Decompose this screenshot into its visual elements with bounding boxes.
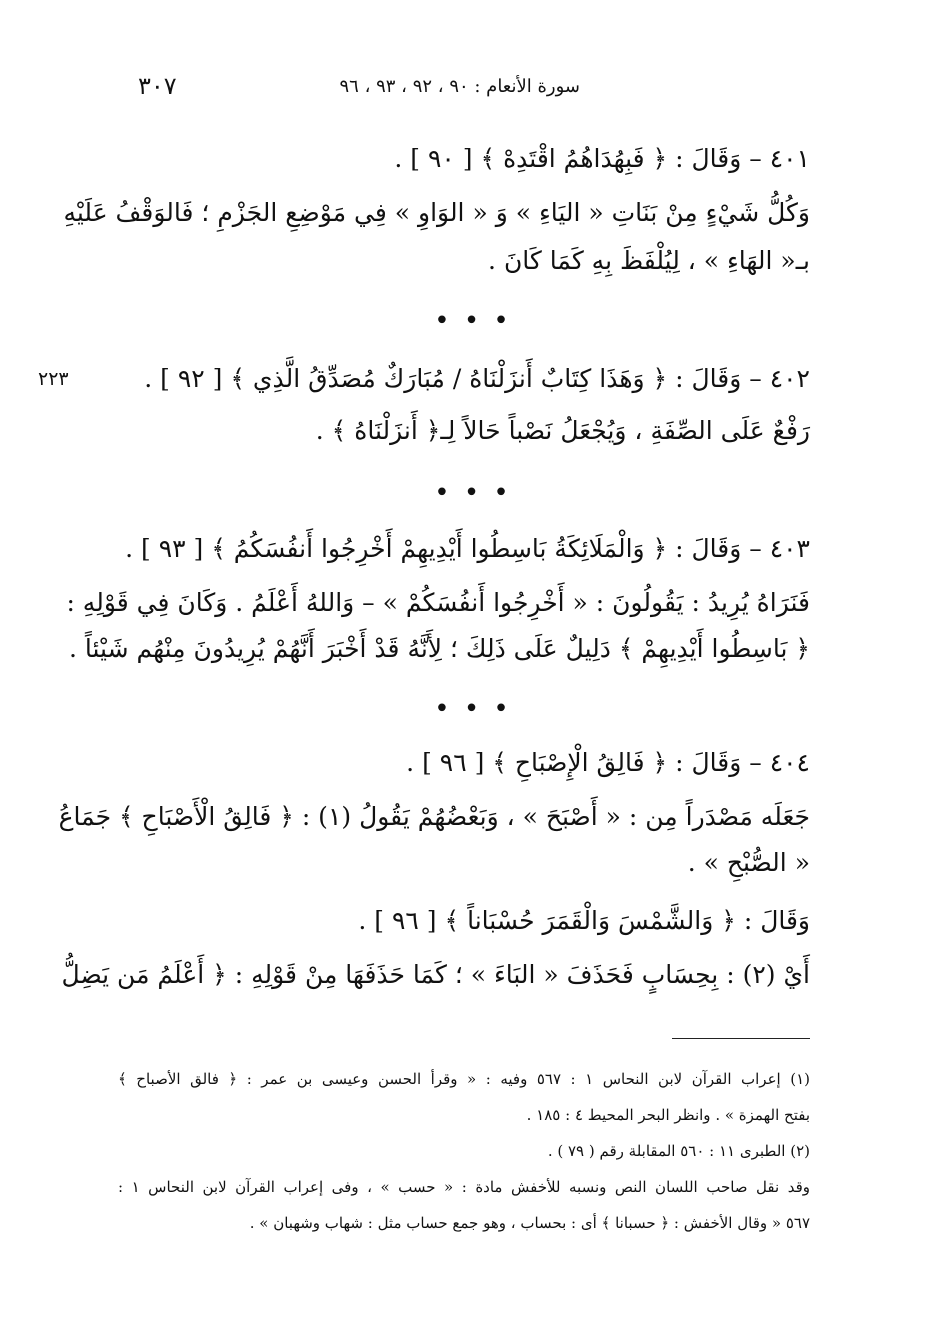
footnote-2-line-3: ٥٦٧ « وقال الأخفش : ﴿ حسبانا ﴾ أى : بحساب ، وهو جمع حساب مثل : شهاب وشهبان » .: [249, 1214, 810, 1232]
section-separator: • • •: [434, 478, 512, 508]
footnote-2-line-2: وقد نقل صاحب اللسان النص ونسبه للأخفش مادة : « حسب » ، وفى إعراب القرآن لابن النحاس ١ :: [118, 1178, 810, 1196]
entry-404-line-4: أَيْ (٢) : بِحِسَابٍ فَحَذَفَ « البَاءَ » ؛ كَمَا حَذَفَهَا مِنْ قَوْلِهِ : ﴿ أَعْلَمُ مَن يَضِلُّ: [61, 960, 810, 989]
entry-404-line-2: « الصُّبْحِ » .: [687, 848, 810, 877]
entry-401-heading: ٤٠١ – وَقَالَ : ﴿ فَبِهُدَاهُمُ اقْتَدِهْ ﴾ [ ٩٠ ] .: [394, 144, 810, 173]
footnote-2-line-1: (٢) الطبرى ١١ : ٥٦٠ المقابلة رقم ( ٧٩ ) .: [547, 1142, 810, 1160]
entry-402-line-1: رَفْعٌ عَلَى الصِّفَةِ ، وَيُجْعَلُ نَصْباً حَالاً لِـ﴿ أَنزَلْنَاهُ ﴾ .: [315, 416, 810, 445]
entry-401-line-1: وَكُلُّ شَيْءٍ مِنْ بَنَاتِ « اليَاءِ » وَ « الوَاوِ » فِي مَوْضِعِ الجَزْمِ ؛ فَالوَقْفُ عَلَيْهِ: [63, 198, 810, 227]
entry-404-line-1: جَعَلَه مَصْدَراً مِن : « أَصْبَحَ » ، وَبَعْضُهُمْ يَقُولُ (١) : ﴿ فَالِقُ الْأَصْبَاحِ ﴾ جَمَاعُ: [58, 802, 810, 831]
running-header-title: سورة الأنعام : ٩٠ ، ٩٢ ، ٩٣ ، ٩٦: [339, 76, 580, 97]
footnote-divider: [672, 1038, 810, 1039]
entry-403-line-1: فَنَرَاهُ يُرِيدُ : يَقُولُونَ : « أَخْرِجُوا أَنفُسَكُمْ » – وَاللهُ أَعْلَمُ . وَكَانَ فِي قَوْلِهِ :: [66, 588, 810, 617]
entry-401-line-2: بـ« الهَاءِ » ، لِيُلْفَظَ بِهِ كَمَا كَانَ .: [488, 246, 810, 275]
entry-403-heading: ٤٠٣ – وَقَالَ : ﴿ وَالْمَلَائِكَةُ بَاسِطُوا أَيْدِيهِمْ أَخْرِجُوا أَنفُسَكُمُ ﴾ [ ٩٣ ] .: [125, 534, 810, 563]
section-separator: • • •: [434, 694, 512, 724]
footnote-1-line-2: بفتح الهمزة » . وانظر البحر المحيط ٤ : ١٨٥ .: [526, 1106, 810, 1124]
entry-404-line-3: وَقَالَ : ﴿ وَالشَّمْسَ وَالْقَمَرَ حُسْبَاناً ﴾ [ ٩٦ ] .: [358, 906, 810, 935]
page-number: ٣٠٧: [138, 72, 177, 100]
entry-403-line-2: ﴿ بَاسِطُوا أَيْدِيهِمْ ﴾ دَلِيلٌ عَلَى ذَلِكَ ؛ لِأَنَّهُ قَدْ أَخْبَرَ أَنَّهُمْ يُرِيدُونَ مِنْهُم شَيْئاً .: [68, 634, 810, 663]
section-separator: • • •: [434, 306, 512, 336]
manuscript-folio-number: ٢٢٣: [38, 368, 69, 390]
entry-402-heading: ٤٠٢ – وَقَالَ : ﴿ وَهَذَا كِتَابٌ أَنزَلْنَاهُ / مُبَارَكٌ مُصَدِّقُ الَّذِي ﴾ [ ٩٢ ] .: [144, 364, 810, 393]
footnote-1-line-1: (١) إعراب القرآن لابن النحاس ١ : ٥٦٧ وفيه : « وقرأ الحسن وعيسى بن عمر : ﴿ فالق الأصباح ﴾: [118, 1070, 810, 1088]
entry-404-heading: ٤٠٤ – وَقَالَ : ﴿ فَالِقُ الْإِصْبَاحِ ﴾ [ ٩٦ ] .: [406, 748, 810, 777]
